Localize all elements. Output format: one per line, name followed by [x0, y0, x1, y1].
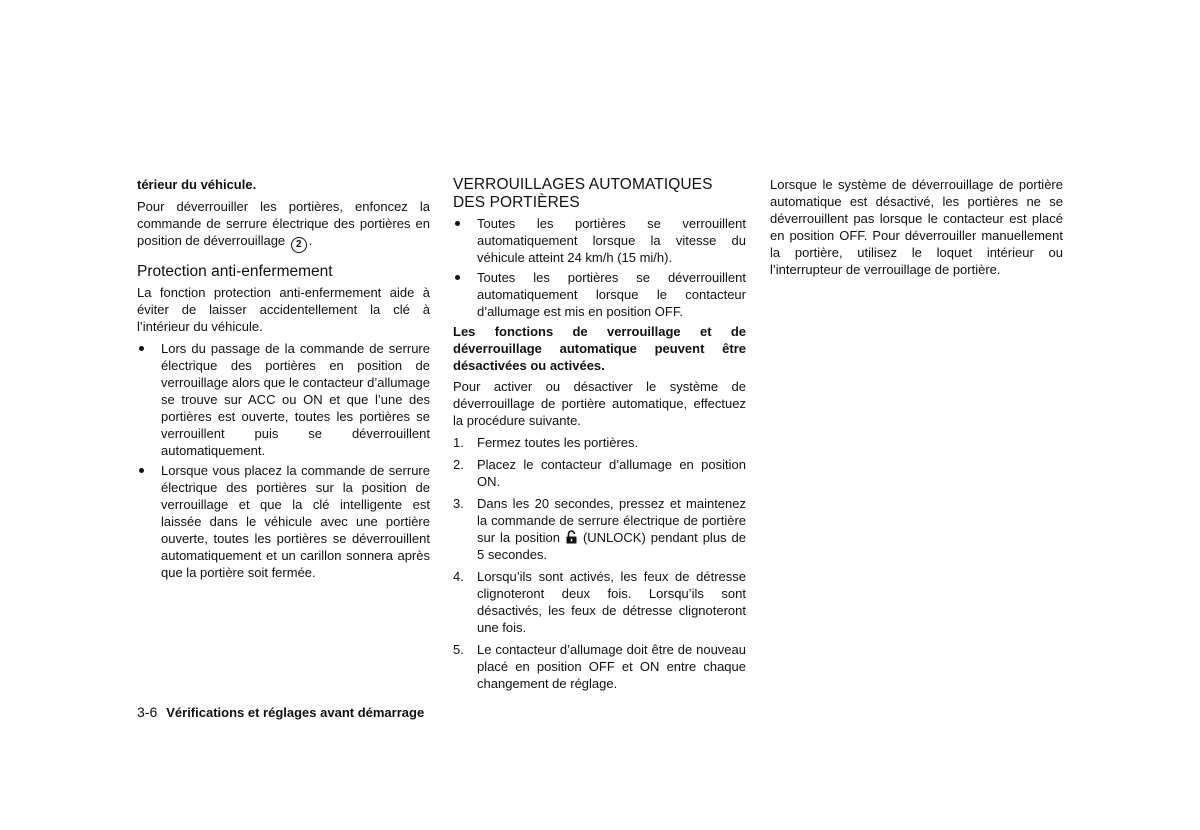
- procedure-step: [453, 641, 746, 692]
- step-text: Lorsqu’ils sont activés, les feux de détresse clignoteront deux fois. Lorsqu’ils sont désactivés, les feux de détresse clignoteront une fois.: [477, 569, 746, 635]
- anti-lockout-bullet-list: [137, 340, 430, 581]
- unlock-padlock-icon: [565, 530, 578, 544]
- procedure-intro: Pour activer ou désactiver le système de déverrouillage de portière automatique, effectuez la procédure suivante.: [453, 379, 746, 428]
- step-text: Le contacteur d’allumage doit être de nouveau placé en position OFF et ON entre chaque changement de réglage.: [477, 642, 746, 691]
- unlock-paragraph-end: .: [308, 233, 313, 248]
- list-item-text: Lors du passage de la commande de serrure électrique des portières en position de verrouillage alors que le contacteur d’allumage se trouve sur ACC ou ON et que l’une des portières est ouverte, toutes les portières se verrouillent puis se déverrouillent automatiquement.: [161, 341, 430, 458]
- bullet-dot-icon: [139, 468, 144, 473]
- page-number: 3-6: [137, 704, 158, 720]
- step-number: 5.: [453, 642, 464, 657]
- column-right: [770, 176, 1063, 283]
- list-item: [137, 340, 430, 459]
- list-item-text: Lorsque vous placez la commande de serrure électrique des portières sur la position de verrouillage et que la clé intelligente est laissée dans le véhicule avec une portière ouverte, toutes les portières se déverrouillent automatiquement et un carillon sonnera après que la portière soit fermée.: [161, 463, 430, 580]
- continued-text-bold: térieur du véhicule.: [137, 177, 257, 192]
- list-item-text: Toutes les portières se verrouillent automatiquement lorsque la vitesse du véhicule atteint 24 km/h (15 mi/h).: [477, 216, 746, 265]
- bullet-dot-icon: [455, 221, 460, 226]
- unlock-paragraph: [137, 198, 430, 253]
- step-text: Dans les 20 secondes, pressez et maintenez la commande de serrure électrique de portière sur la position: [477, 496, 746, 545]
- circled-number-icon: 2: [291, 237, 307, 253]
- bold-notice: Les fonctions de verrouillage et de déverrouillage automatique peuvent être désactivées ou activées.: [453, 324, 746, 373]
- step-number: 2.: [453, 457, 464, 472]
- anti-lockout-paragraph: La fonction protection anti-enfermement aide à éviter de laisser accidentellement la clé à l’intérieur du véhicule.: [137, 285, 430, 334]
- procedure-step: [453, 495, 746, 563]
- procedure-step: [453, 456, 746, 490]
- step-text-continued: (UNLOCK) pendant plus de 5 secondes.: [477, 530, 746, 562]
- procedure-step-list: [453, 434, 746, 692]
- subheading-anti-lockout: Protection anti-enfermement: [137, 263, 333, 280]
- auto-lock-bullet-list: [453, 215, 746, 320]
- list-item: [453, 269, 746, 320]
- section-heading-auto-locks: VERROUILLAGES AUTOMATIQUES DES PORTIÈRES: [453, 176, 713, 211]
- bullet-dot-icon: [455, 275, 460, 280]
- list-item: [137, 462, 430, 581]
- page-footer: [137, 704, 424, 721]
- bullet-dot-icon: [139, 346, 144, 351]
- column-middle: [453, 176, 746, 697]
- step-number: 1.: [453, 435, 464, 450]
- list-item-text: Toutes les portières se déverrouillent automatiquement lorsque le contacteur d’allumage est mis en position OFF.: [477, 270, 746, 319]
- chapter-title: Vérifications et réglages avant démarrage: [166, 705, 425, 720]
- step-number: 3.: [453, 496, 464, 511]
- list-item: [453, 215, 746, 266]
- step-number: 4.: [453, 569, 464, 584]
- unlock-paragraph-text: Pour déverrouiller les portières, enfoncez la commande de serrure électrique des portières en position de déverrouillage: [137, 199, 430, 248]
- procedure-step: [453, 434, 746, 451]
- step-text: Fermez toutes les portières.: [477, 435, 639, 450]
- column-left: [137, 176, 430, 584]
- step-text: Placez le contacteur d’allumage en position ON.: [477, 457, 746, 489]
- procedure-step: [453, 568, 746, 636]
- auto-unlock-disabled-paragraph: Lorsque le système de déverrouillage de portière automatique est désactivé, les portières ne se déverrouillent pas lorsque le contacteur est placé en position OFF. Pour déverrouiller manuellement la portière, utilisez le loquet intérieur ou l’interrupteur de verrouillage de portière.: [770, 177, 1063, 277]
